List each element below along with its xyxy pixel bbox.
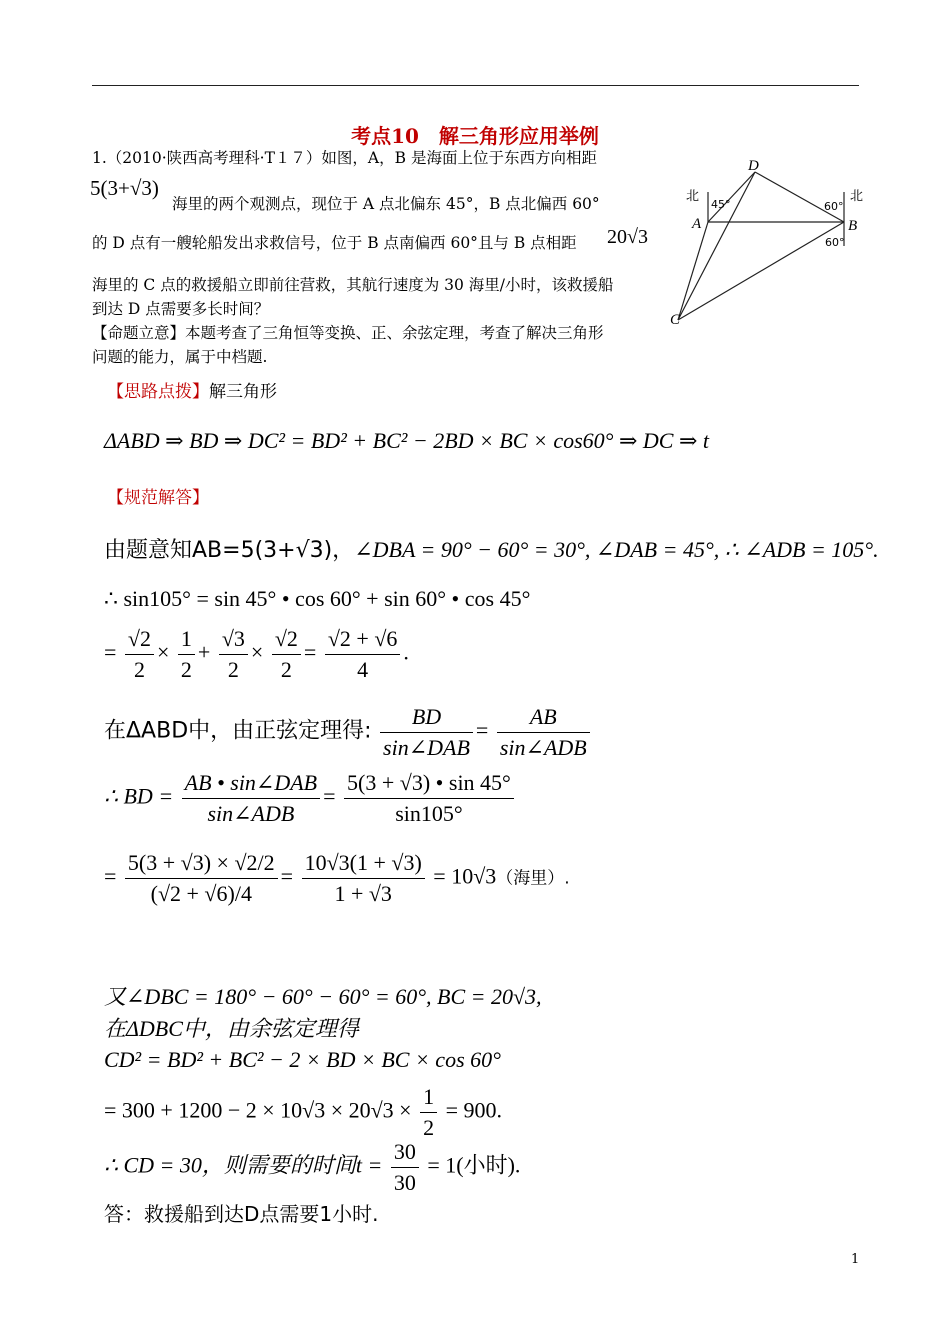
hint-tag: 【思路点拨】: [107, 382, 209, 402]
hint-formula: ΔABD ⇒ BD ⇒ DC² = BD² + BC² − 2BD × BC × cos60° ⇒ DC ⇒ t: [104, 428, 709, 453]
problem-line-3: 的 D 点有一艘轮船发出求救信号，位于 B 点南偏西 60°且与 B 点相距: [92, 234, 577, 252]
problem-line-1: 1.（2010·陕西高考理科·T１７）如图，A，B 是海面上位于东西方向相距: [92, 149, 597, 167]
intent-line-2: 问题的能力，属于中档题.: [92, 348, 268, 366]
solution-line-8: 在ΔDBC中，由余弦定理得: [104, 1016, 359, 1041]
label-b: B: [848, 218, 858, 234]
angle-b-top-label: 60°: [824, 200, 844, 213]
triangle-diagram: [668, 150, 868, 330]
distance-ab: 5(3+√3): [90, 176, 159, 200]
solution-line-2: ∴ sin105° = sin 45° • cos 60° + sin 60° • cos 45°: [104, 586, 531, 611]
label-a: A: [692, 216, 702, 232]
solution-line-6: = $\frac{5(3 + √3) \times √2/2}{(√2 + √6)/4}$ = $\frac{10√3(1 + √3)}{1 + √3}$ = 10√3（海里）.: [104, 850, 570, 906]
solution-line-1: 由题意知AB=5(3+√3)，∠DBA = 90° − 60° = 30°, ∠DAB = 45°, ∴ ∠ADB = 105°.: [104, 537, 879, 563]
problem-line-2: 海里的两个观测点，现位于 A 点北偏东 45°，B 点北偏西 60°: [172, 195, 600, 213]
page-number: 1: [851, 1252, 860, 1267]
final-answer: 答：救援船到达D点需要1小时.: [104, 1202, 379, 1226]
problem-line-5: 到达 D 点需要多长时间？: [92, 300, 270, 318]
hint-text: 解三角形: [209, 382, 277, 402]
page-title: 考点10 解三角形应用举例: [351, 124, 599, 148]
hint-heading: [107, 377, 277, 402]
solution-line-4: 在ΔABD中，由正弦定理得: $\frac{BD}{\text{sin∠DAB}}$ = $\frac{AB}{\text{sin∠ADB}}$: [104, 702, 593, 763]
label-d: D: [748, 158, 759, 174]
solution-line-10: = 300 + 1200 − 2 × 10√3 × 20√3 × $\frac{1}{2}$ = 900.: [104, 1084, 503, 1140]
angle-a-label: 45°: [711, 198, 731, 211]
segment-da: [708, 172, 755, 222]
label-c: C: [670, 312, 681, 328]
solution-line-11: ∴ CD = 30，则需要的时间t = $\frac{30}{30}$ = 1(小时).: [104, 1139, 521, 1195]
intent-line-1: 【命题立意】本题考查了三角恒等变换、正、余弦定理，考查了解决三角形: [92, 324, 604, 342]
solution-line-3: = $\frac{√2}{2}$ × $\frac{1}{2}$ + $\frac{√3}{2}$ × $\frac{√2}{2}$ = $\frac{√2 + √6}{4}$ .: [104, 626, 409, 682]
north-label-right: 北: [850, 189, 864, 204]
solution-line-5: ∴ BD = $\frac{\text{AB • sin∠DAB}}{\text{sin∠ADB}}$ = $\frac{5(3 + √3) • \sin 45^\circ}{\sin 105^\circ}$: [104, 768, 517, 829]
header-rule: [92, 85, 859, 86]
solution-line-9: CD² = BD² + BC² − 2 × BD × BC × cos 60°: [104, 1047, 501, 1072]
problem-line-4: 海里的 C 点的救援船立即前往营救，其航行速度为 30 海里/小时，该救援船: [92, 276, 614, 294]
angle-b-bottom-label: 60°: [825, 236, 845, 249]
north-label-left: 北: [686, 189, 700, 204]
answer-heading: 【规范解答】: [107, 488, 209, 508]
solution-line-7: 又∠DBC = 180° − 60° − 60° = 60°, BC = 20√3,: [104, 984, 542, 1009]
segment-db: [755, 172, 844, 222]
distance-bc: 20√3: [607, 226, 648, 248]
